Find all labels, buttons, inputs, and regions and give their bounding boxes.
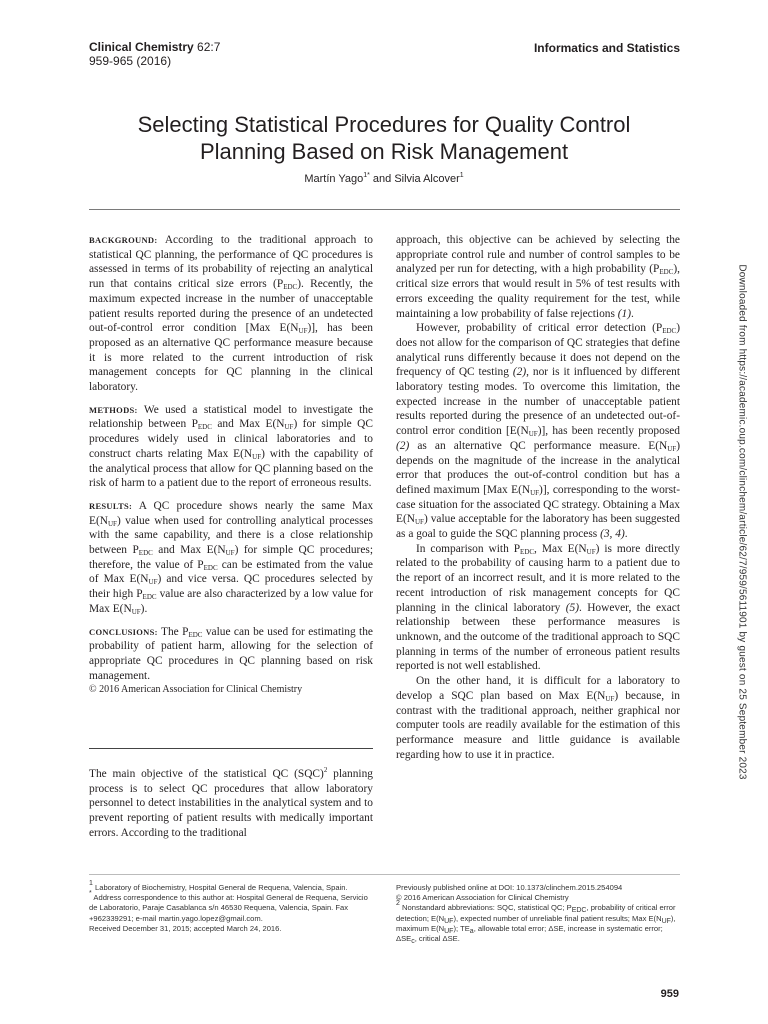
abstract-methods: METHODS: We used a statistical model to investigate the relationship between $P_{EDC}$ and Max $E(N_{UF})$ for simple QC procedures widely used in clinical laboratories and to construct charts relating Max $E(N_{UF})$ with the capability of the analytical process that allow for QC planning based on the risk of harm to a patient due to the report of erroneous results. xyxy=(89,403,373,490)
footnotes-right xyxy=(396,883,680,944)
paragraph-3: In comparison with $P_{EDC}$, Max $E(N_{UF})$ is more directly related to the probability of causing harm to a patient due to the report of an incorrect result, and it is more related to the recent introduction of risk management concepts for QC planning in the clinical laboratory (5). However, the exact relationship between these performance measures is unknown, and the outcome of the traditional approach to SQC planning in terms of the number of erroneous patient results reported is not well established. xyxy=(396,542,680,673)
citation: (5) xyxy=(565,601,580,614)
article-title xyxy=(0,111,768,165)
author-1: Martín Yago xyxy=(304,173,364,185)
abbreviations-footnote: $^2$ Nonstandard abbreviations: SQC, statistical QC; $P_{EDC}$, probability of critical error detection; $E(N_{UF})$, expected number of unreliable final patient results; Max $E(N_{UF})$, maximum $E(N_{UF})$; $TE_a$, allowable total error; ΔSE, increase in systematic error; $\Delta SE_c$, critical ΔSE. xyxy=(396,900,676,946)
citation: (2) xyxy=(512,366,527,379)
citation: (1) xyxy=(617,307,632,320)
correspondence-footnote: * Address correspondence to this author at: Hospital General de Requena, Servicio de Laboratorio, Paraje Casablanca s/n 46530 Requena, Valencia, Spain. Fax +962339291; e-mail martin.yago.lopez@gmail.com. xyxy=(89,890,368,923)
abstract-results: RESULTS: A QC procedure shows nearly the same Max $E(N_{UF})$ value when used for controlling analytical processes with the same capability, and there is a close relationship between $P_{EDC}$ and Max $E(N_{UF})$ for simple QC procedures; therefore, the value of $P_{EDC}$ can be estimated from the value of Max $E(N_{UF})$ and vice versa. QC procedures selected by their high $P_{EDC}$ value are also characterized by a low value for Max $E(N_{UF})$. xyxy=(89,499,374,616)
author-2-marks: 1 xyxy=(459,172,464,179)
methods-heading: METHODS: xyxy=(89,404,138,415)
background-heading: BACKGROUND: xyxy=(89,235,158,245)
abstract-background: BACKGROUND: According to the traditional approach to statistical QC planning, the performance of QC procedures is assessed in terms of its probability of rejecting an analytical run that contains critical size errors $(P_{EDC})$. Recently, the maximum expected increase in the number of unacceptable patient results reported during the presence of an undetected out-of-control error condition [Max $E(N_{UF})$], has been proposed as an alternative QC performance measure because it is more related to the current introduction of risk management concepts for QC planning in the clinical laboratory. xyxy=(89,234,373,394)
author-joiner: and xyxy=(369,173,395,185)
abstract-copyright: © 2016 American Association for Clinical Chemistry xyxy=(89,684,303,696)
abstract-divider xyxy=(89,748,373,749)
citation: (2) xyxy=(396,439,410,452)
abstract-conclusions: CONCLUSIONS: The $P_{EDC}$ value can be used for estimating the probability of patient harm, allowing for the selection of appropriate QC procedures in QC planning based on risk management. xyxy=(89,625,373,682)
journal-name: Clinical Chemistry xyxy=(89,40,194,54)
affiliation-footnote: $^1$ Laboratory of Biochemistry, Hospital General de Requena, Valencia, Spain. xyxy=(89,880,348,892)
results-heading: RESULTS: xyxy=(89,500,133,511)
copyright-note: © 2016 American Association for Clinical Chemistry xyxy=(396,893,569,903)
title-line-2: Planning Based on Risk Management xyxy=(199,139,569,164)
author-2: Silvia Alcover xyxy=(394,173,460,185)
right-column xyxy=(396,233,680,762)
download-note-text: Downloaded from https://academic.oup.com/clinchem/article/62/7/959/5611901 by guest on 25 September 2023 xyxy=(736,264,748,780)
download-note xyxy=(735,257,749,787)
author-list xyxy=(0,173,768,185)
page-number: 959 xyxy=(660,988,679,1000)
journal-citation xyxy=(89,40,220,54)
footnotes-left xyxy=(89,880,373,934)
title-divider xyxy=(89,209,680,210)
footnote-ref-2: 2 xyxy=(323,766,328,774)
doi-note: Previously published online at DOI: 10.1373/clinchem.2015.254094 xyxy=(396,883,623,892)
intro-paragraph: The main objective of the statistical QC (SQC)$^2$ planning process is to select QC procedures that allow laboratory personnel to detect instabilities in the analytical system and to prevent reporting of patient results with medically important errors. According to the traditional xyxy=(89,766,373,839)
abstract xyxy=(89,233,373,698)
pages-year: 959-965 (2016) xyxy=(89,54,172,68)
paragraph-1: approach, this objective can be achieved by selecting the appropriate control rule and number of control samples to be analyzed per run for detecting, with a high probability $(P_{EDC})$, critical size errors that would result in 5% of test results with errors exceeding the quality requirement for the test, while maintaining a low probability of false rejections (1). xyxy=(396,234,680,320)
received-dates: Received December 31, 2015; accepted March 24, 2016. xyxy=(89,923,282,933)
conclusions-heading: CONCLUSIONS: xyxy=(89,626,158,637)
paragraph-4: On the other hand, it is difficult for a laboratory to develop a SQC plan based on Max $E(N_{UF})$ because, in contrast with the traditional approach, neither graphical nor computer tools are readily available for the estimation of this performance measure and little guidance is available regarding how to use it in practice. xyxy=(396,675,681,761)
footnote-divider xyxy=(89,874,680,875)
author-1-marks: 1* xyxy=(363,172,370,179)
title-line-1: Selecting Statistical Procedures for Quality Control xyxy=(137,112,631,137)
section-label: Informatics and Statistics xyxy=(533,41,680,55)
paragraph-2: However, probability of critical error detection $(P_{EDC})$ does not allow for the comparison of QC strategies that define analytical runs differently because it does not depend on the frequency of QC testing (2), nor is it influenced by different laboratory testing modes. To overcome this limitation, the expected increase in the number of unacceptable patient results reported during the presence of an undetected out-of-control error condition $[E(N_{UF})]$, has been recently proposed (2) as an alternative QC performance measure. $E(N_{UF})$ depends on the magnitude of the increase in the analytical error that produces the out-of-control condition but has a defined maximum [Max $E(N_{UF})$], corresponding to the worst-case situation for the associated QC strategy. Obtaining a Max $E(N_{UF})$ value acceptable for the laboratory has been suggested as a goal to guide the SQC planning process (3, 4). xyxy=(396,322,681,541)
citation: (3, 4) xyxy=(600,528,625,541)
volume-issue: 62:7 xyxy=(197,40,221,54)
